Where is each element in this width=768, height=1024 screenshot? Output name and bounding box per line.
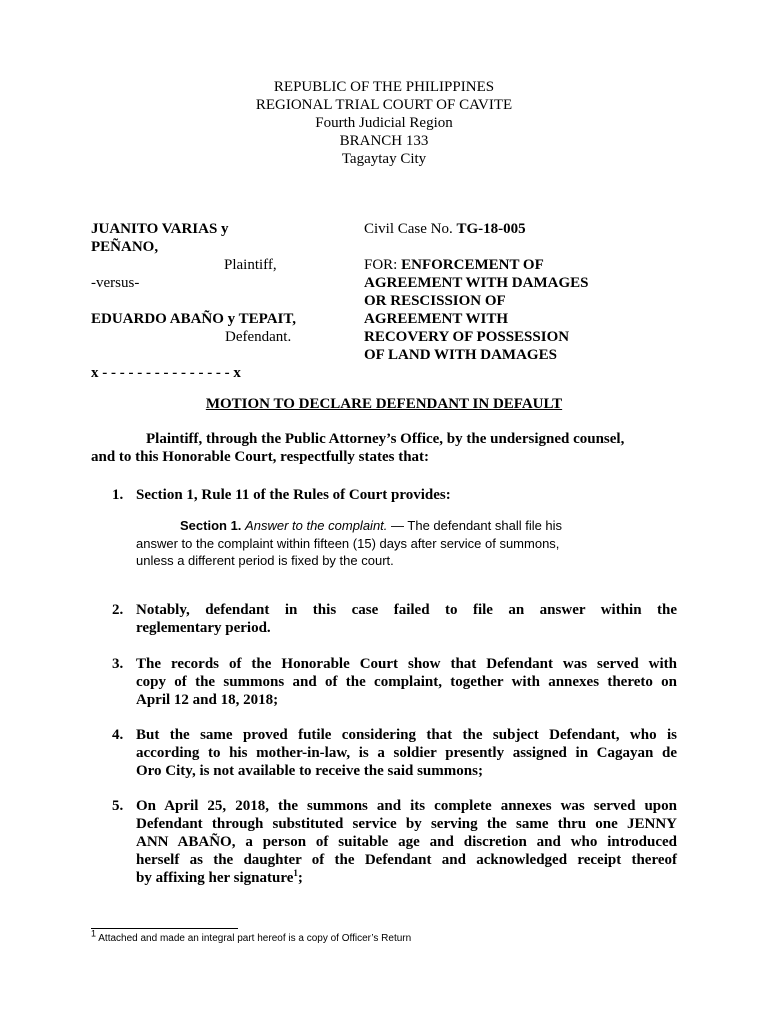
paragraph-number: 3. xyxy=(112,656,124,672)
intro-line-2: and to this Honorable Court, respectfully states that: xyxy=(91,449,430,465)
case-nature-4: AGREEMENT WITH xyxy=(364,311,509,327)
quote-line-1 xyxy=(136,517,656,535)
paragraph-line: Oro City, is not available to receive the said summons; xyxy=(136,763,483,779)
case-nature-3: OR RESCISSION OF xyxy=(364,293,506,309)
case-parties xyxy=(91,220,351,382)
defendant-role: Defendant. xyxy=(225,329,292,345)
for-label: FOR: xyxy=(364,257,402,273)
footnote-text: Attached and made an integral part hereof is a copy of Officer’s Return xyxy=(96,933,412,944)
header-court: REGIONAL TRIAL COURT OF CAVITE xyxy=(255,97,513,113)
header-republic: REPUBLIC OF THE PHILIPPINES xyxy=(273,79,495,95)
numbered-paragraph-2 xyxy=(112,601,677,637)
footnote-marker: 1 xyxy=(91,928,97,939)
paragraph-line: April 12 and 18, 2018; xyxy=(136,692,279,708)
footnote-divider xyxy=(91,928,238,929)
paragraph-line: copy of the summons and of the complaint, together with annexes thereto on xyxy=(136,674,677,690)
intro-line-1: Plaintiff, through the Public Attorney’s Office, by the undersigned counsel, xyxy=(146,431,625,447)
numbered-paragraph-4 xyxy=(112,726,677,780)
numbered-paragraph-5 xyxy=(112,797,677,887)
caption-spacer xyxy=(91,292,351,310)
caption-separator: x - - - - - - - - - - - - - - - x xyxy=(91,365,241,381)
paragraph-last-line xyxy=(136,869,677,887)
case-details xyxy=(364,220,664,364)
paragraph-line: Defendant through substituted service by serving the same thru one JENNY xyxy=(136,816,677,832)
court-header xyxy=(0,78,768,168)
case-number-line xyxy=(364,220,664,238)
quoted-rule xyxy=(136,517,656,570)
paragraph-line: Section 1, Rule 11 of the Rules of Court provides: xyxy=(136,487,451,503)
header-region: Fourth Judicial Region xyxy=(315,115,453,131)
plaintiff-name-line-1: JUANITO VARIAS y xyxy=(91,221,229,237)
case-number-label: Civil Case No. xyxy=(364,221,457,237)
paragraph-line: On April 25, 2018, the summons and its complete annexes was served upon xyxy=(136,798,677,814)
paragraph-line: Notably, defendant in this case failed to file an answer within the xyxy=(136,602,677,618)
footnote-reference[interactable]: 1 xyxy=(293,868,298,878)
paragraph-line: ANN ABAÑO, a person of suitable age and discretion and who introduced xyxy=(136,834,677,850)
case-nature-line-1 xyxy=(364,256,664,274)
case-nature-1: ENFORCEMENT OF xyxy=(401,257,544,273)
plaintiff-name-line-2: PEÑANO, xyxy=(91,239,159,255)
paragraph-line: reglementary period. xyxy=(136,620,271,636)
plaintiff-role: Plaintiff, xyxy=(224,257,277,273)
quote-line-2: answer to the complaint within fifteen (15) days after service of summons, xyxy=(136,535,560,551)
numbered-paragraph-3 xyxy=(112,655,677,709)
versus-label: -versus- xyxy=(91,275,140,291)
intro-paragraph xyxy=(91,430,677,466)
case-details-spacer xyxy=(364,238,664,256)
caption-spacer-2 xyxy=(91,346,351,364)
header-city: Tagaytay City xyxy=(341,151,427,167)
paragraph-number: 1. xyxy=(112,487,124,503)
paragraph-line: The records of the Honorable Court show that Defendant was served with xyxy=(136,656,677,672)
quote-line-1-text: — The defendant shall file his xyxy=(387,518,563,533)
header-branch: BRANCH 133 xyxy=(339,133,429,149)
paragraph-line-end: ; xyxy=(297,870,303,886)
paragraph-line: by affixing her signature xyxy=(136,870,294,886)
paragraph-line: herself as the daughter of the Defendant and acknowledged receipt thereof xyxy=(136,852,677,868)
paragraph-number: 5. xyxy=(112,798,124,814)
quote-section-label: Section 1. xyxy=(180,518,242,533)
quote-heading: Answer to the complaint. xyxy=(245,518,388,533)
case-number: TG-18-005 xyxy=(456,221,526,237)
case-nature-5: RECOVERY OF POSSESSION xyxy=(364,329,570,345)
footnote xyxy=(91,928,412,944)
numbered-paragraph-1 xyxy=(112,486,677,504)
case-nature-6: OF LAND WITH DAMAGES xyxy=(364,347,557,363)
paragraph-number: 2. xyxy=(112,602,124,618)
paragraph-line: according to his mother-in-law, is a soldier presently assigned in Cagayan de xyxy=(136,745,677,761)
defendant-name: EDUARDO ABAÑO y TEPAIT, xyxy=(91,311,297,327)
paragraph-line: But the same proved futile considering that the subject Defendant, who is xyxy=(136,727,677,743)
case-nature-2: AGREEMENT WITH DAMAGES xyxy=(364,275,589,291)
quote-line-3: unless a different period is fixed by the court. xyxy=(136,553,394,568)
motion-title: MOTION TO DECLARE DEFENDANT IN DEFAULT xyxy=(205,396,563,412)
paragraph-number: 4. xyxy=(112,727,124,743)
